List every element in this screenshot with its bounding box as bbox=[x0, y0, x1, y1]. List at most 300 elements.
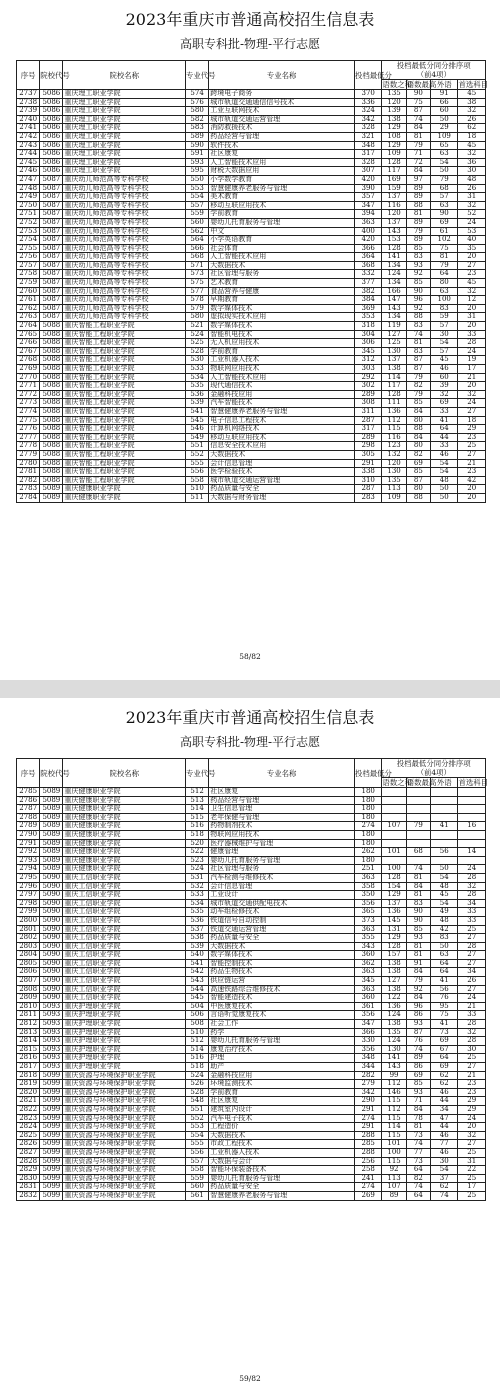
school-name-cell: 重庆护理职业学院 bbox=[63, 1037, 186, 1046]
school-name-cell: 重庆健康职业学院 bbox=[63, 485, 186, 494]
school-code-cell: 5099 bbox=[40, 1080, 63, 1089]
foreign-score-cell: 46 bbox=[430, 1088, 457, 1097]
chn-math-max-cell: 81 bbox=[406, 1123, 430, 1132]
foreign-score-cell: 45 bbox=[430, 891, 457, 900]
major-name-cell: 社区康复 bbox=[209, 788, 355, 797]
seq-cell: 2738 bbox=[17, 98, 40, 107]
school-name-cell: 重庆健康职业学院 bbox=[63, 830, 186, 839]
foreign-score-cell: 91 bbox=[430, 90, 457, 99]
chn-math-sum-cell: 117 bbox=[382, 167, 406, 176]
chn-math-max-cell: 79 bbox=[406, 373, 430, 382]
seq-cell: 2788 bbox=[17, 813, 40, 822]
table-row bbox=[17, 873, 486, 882]
first-elective-score-cell: 52 bbox=[458, 210, 486, 219]
seq-cell: 2760 bbox=[17, 287, 40, 296]
table-row bbox=[17, 848, 486, 857]
school-code-cell: 5090 bbox=[40, 891, 63, 900]
min-score-cell: 307 bbox=[354, 167, 381, 176]
school-code-cell: 5093 bbox=[40, 1011, 63, 1020]
school-code-cell: 5089 bbox=[40, 796, 63, 805]
major-code-cell: 524 bbox=[185, 330, 208, 339]
first-elective-score-cell: 21 bbox=[458, 1071, 486, 1080]
chn-math-max-cell: 74 bbox=[406, 865, 430, 874]
first-elective-score-cell: 33 bbox=[458, 1011, 486, 1020]
page-number: 59/82 bbox=[239, 1374, 261, 1383]
school-code-cell: 5086 bbox=[40, 167, 63, 176]
major-code-cell: 516 bbox=[185, 1054, 208, 1063]
major-code-cell: 540 bbox=[185, 951, 208, 960]
chn-math-max-cell: 75 bbox=[406, 98, 430, 107]
chn-math-max-cell: 89 bbox=[406, 218, 430, 227]
seq-cell: 2773 bbox=[17, 399, 40, 408]
chn-math-max-cell: 69 bbox=[406, 1071, 430, 1080]
chn-math-sum-cell: 125 bbox=[382, 339, 406, 348]
header-seq: 序号 bbox=[17, 759, 40, 788]
min-score-cell: 373 bbox=[354, 916, 381, 925]
min-score-cell: 345 bbox=[354, 347, 381, 356]
seq-cell: 2742 bbox=[17, 132, 40, 141]
major-code-cell: 555 bbox=[185, 1140, 208, 1149]
school-name-cell: 重庆工信职业学院 bbox=[63, 951, 186, 960]
school-code-cell: 5090 bbox=[40, 977, 63, 986]
chn-math-max-cell: 81 bbox=[406, 132, 430, 141]
school-code-cell: 5090 bbox=[40, 916, 63, 925]
chn-math-sum-cell: 135 bbox=[382, 476, 406, 485]
min-score-cell: 363 bbox=[354, 968, 381, 977]
major-name-cell: 老年保健与管理 bbox=[209, 813, 355, 822]
major-name-cell: 数字媒体技术 bbox=[209, 951, 355, 960]
school-code-cell: 5089 bbox=[40, 830, 63, 839]
major-name-cell: 社区管理与服务 bbox=[209, 865, 355, 874]
seq-cell: 2749 bbox=[17, 193, 40, 202]
foreign-score-cell: 54 bbox=[430, 873, 457, 882]
major-name-cell: 工业机器人技术 bbox=[209, 1148, 355, 1157]
chn-math-sum-cell: 138 bbox=[382, 959, 406, 968]
chn-math-max-cell: 87 bbox=[406, 107, 430, 116]
seq-cell: 2819 bbox=[17, 1080, 40, 1089]
header-major-code: 专业代号 bbox=[185, 759, 208, 788]
major-code-cell: 553 bbox=[185, 1123, 208, 1132]
foreign-score-cell: 41 bbox=[430, 822, 457, 831]
foreign-score-cell: 56 bbox=[430, 848, 457, 857]
school-name-cell: 重庆幼儿师范高等专科学校 bbox=[63, 287, 186, 296]
foreign-score-cell: 50 bbox=[430, 115, 457, 124]
chn-math-sum-cell: 137 bbox=[382, 218, 406, 227]
min-score-cell: 394 bbox=[354, 210, 381, 219]
major-name-cell: 财税大数据应用 bbox=[209, 167, 355, 176]
chn-math-sum-cell: 101 bbox=[382, 848, 406, 857]
school-code-cell: 5090 bbox=[40, 873, 63, 882]
first-elective-score-cell: 33 bbox=[458, 916, 486, 925]
major-code-cell: 548 bbox=[185, 1097, 208, 1106]
min-score-cell: 363 bbox=[354, 218, 381, 227]
first-elective-score-cell bbox=[458, 788, 486, 797]
seq-cell: 2740 bbox=[17, 115, 40, 124]
first-elective-score-cell: 27 bbox=[458, 1063, 486, 1072]
school-name-cell: 重庆工信职业学院 bbox=[63, 908, 186, 917]
chn-math-sum-cell: 139 bbox=[382, 107, 406, 116]
chn-math-sum-cell: 101 bbox=[382, 1140, 406, 1149]
school-name-cell: 重庆智能工程职业学院 bbox=[63, 407, 186, 416]
major-name-cell: 供应链运营 bbox=[209, 977, 355, 986]
major-name-cell: 智能机电技术 bbox=[209, 330, 355, 339]
school-name-cell: 重庆工信职业学院 bbox=[63, 968, 186, 977]
major-name-cell: 物联网应用技术 bbox=[209, 830, 355, 839]
major-name-cell: 汽车电子技术 bbox=[209, 1114, 355, 1123]
seq-cell: 2820 bbox=[17, 1088, 40, 1097]
school-code-cell: 5089 bbox=[40, 839, 63, 848]
foreign-score-cell: 102 bbox=[430, 236, 457, 245]
major-name-cell: 大数据技术 bbox=[209, 1131, 355, 1140]
school-code-cell: 5086 bbox=[40, 90, 63, 99]
foreign-score-cell: 47 bbox=[430, 1114, 457, 1123]
first-elective-score-cell: 17 bbox=[458, 365, 486, 374]
min-score-cell: 369 bbox=[354, 304, 381, 313]
chn-math-sum-cell: 129 bbox=[382, 124, 406, 133]
seq-cell: 2827 bbox=[17, 1148, 40, 1157]
chn-math-max-cell: 81 bbox=[406, 210, 430, 219]
major-name-cell: 汽车智能技术 bbox=[209, 399, 355, 408]
foreign-score-cell: 46 bbox=[430, 365, 457, 374]
major-code-cell: 514 bbox=[185, 1045, 208, 1054]
chn-math-max-cell: 74 bbox=[406, 115, 430, 124]
major-code-cell: 576 bbox=[185, 98, 208, 107]
school-code-cell: 5089 bbox=[40, 805, 63, 814]
foreign-score-cell: 60 bbox=[430, 107, 457, 116]
major-name-cell: 会计信息管理 bbox=[209, 882, 355, 891]
school-code-cell: 5087 bbox=[40, 287, 63, 296]
chn-math-max-cell: 84 bbox=[406, 407, 430, 416]
major-code-cell: 512 bbox=[185, 788, 208, 797]
chn-math-sum-cell: 124 bbox=[382, 1037, 406, 1046]
school-name-cell: 重庆工信职业学院 bbox=[63, 882, 186, 891]
seq-cell: 2759 bbox=[17, 279, 40, 288]
min-score-cell: 370 bbox=[354, 90, 381, 99]
header-school: 院校名称 bbox=[63, 759, 186, 788]
school-name-cell: 重庆幼儿师范高等专科学校 bbox=[63, 218, 186, 227]
min-score-cell: 324 bbox=[354, 107, 381, 116]
school-name-cell: 重庆健康职业学院 bbox=[63, 805, 186, 814]
table-row bbox=[17, 977, 486, 986]
min-score-cell: 180 bbox=[354, 788, 381, 797]
min-score-cell: 279 bbox=[354, 1080, 381, 1089]
foreign-score-cell: 50 bbox=[430, 485, 457, 494]
first-elective-score-cell: 31 bbox=[458, 193, 486, 202]
seq-cell: 2821 bbox=[17, 1097, 40, 1106]
chn-math-sum-cell: 115 bbox=[382, 1097, 406, 1106]
school-code-cell: 5089 bbox=[40, 788, 63, 797]
table-row bbox=[17, 1080, 486, 1089]
chn-math-sum-cell: 108 bbox=[382, 132, 406, 141]
chn-math-sum-cell: 129 bbox=[382, 934, 406, 943]
first-elective-score-cell: 45 bbox=[458, 90, 486, 99]
min-score-cell: 357 bbox=[354, 193, 381, 202]
school-code-cell: 5088 bbox=[40, 416, 63, 425]
seq-cell: 2793 bbox=[17, 856, 40, 865]
foreign-score-cell: 63 bbox=[430, 201, 457, 210]
school-code-cell: 5087 bbox=[40, 227, 63, 236]
major-name-cell: 美术教育 bbox=[209, 193, 355, 202]
chn-math-sum-cell: 111 bbox=[382, 399, 406, 408]
first-elective-score-cell: 23 bbox=[458, 433, 486, 442]
major-code-cell: 534 bbox=[185, 899, 208, 908]
seq-cell: 2756 bbox=[17, 253, 40, 262]
major-name-cell: 智能控制技术 bbox=[209, 959, 355, 968]
major-code-cell: 531 bbox=[185, 873, 208, 882]
first-elective-score-cell: 26 bbox=[458, 977, 486, 986]
chn-math-sum-cell: 157 bbox=[382, 951, 406, 960]
seq-cell: 2800 bbox=[17, 916, 40, 925]
chn-math-sum-cell: 116 bbox=[382, 201, 406, 210]
seq-cell: 2817 bbox=[17, 1063, 40, 1072]
major-code-cell: 575 bbox=[185, 279, 208, 288]
min-score-cell: 345 bbox=[354, 977, 381, 986]
seq-cell: 2808 bbox=[17, 985, 40, 994]
school-code-cell: 5090 bbox=[40, 959, 63, 968]
major-code-cell: 577 bbox=[185, 287, 208, 296]
major-code-cell: 544 bbox=[185, 985, 208, 994]
first-elective-score-cell: 27 bbox=[458, 1140, 486, 1149]
chn-math-sum-cell: 132 bbox=[382, 450, 406, 459]
first-elective-score-cell: 32 bbox=[458, 882, 486, 891]
first-elective-score-cell: 27 bbox=[458, 407, 486, 416]
min-score-cell: 312 bbox=[354, 356, 381, 365]
foreign-score-cell: 46 bbox=[430, 1148, 457, 1157]
min-score-cell: 360 bbox=[354, 951, 381, 960]
first-elective-score-cell: 24 bbox=[458, 347, 486, 356]
school-code-cell: 5087 bbox=[40, 201, 63, 210]
table-row bbox=[17, 322, 486, 331]
first-elective-score-cell: 26 bbox=[458, 184, 486, 193]
table-row bbox=[17, 407, 486, 416]
major-name-cell: 数字媒体技术 bbox=[209, 322, 355, 331]
major-name-cell: 大数据技术 bbox=[209, 942, 355, 951]
foreign-score-cell: 39 bbox=[430, 382, 457, 391]
min-score-cell: 362 bbox=[354, 959, 381, 968]
major-name-cell: 药品质量与安全 bbox=[209, 934, 355, 943]
major-name-cell: 跨境电子商务 bbox=[209, 90, 355, 99]
major-code-cell: 511 bbox=[185, 493, 208, 502]
first-elective-score-cell bbox=[458, 805, 486, 814]
major-code-cell: 515 bbox=[185, 813, 208, 822]
foreign-score-cell: 50 bbox=[430, 167, 457, 176]
seq-cell: 2748 bbox=[17, 184, 40, 193]
major-name-cell: 城市轨道交通供配电技术 bbox=[209, 899, 355, 908]
foreign-score-cell: 68 bbox=[430, 184, 457, 193]
chn-math-sum-cell: 145 bbox=[382, 916, 406, 925]
major-code-cell: 533 bbox=[185, 891, 208, 900]
school-name-cell: 重庆理工职业学院 bbox=[63, 90, 186, 99]
chn-math-sum-cell: 137 bbox=[382, 899, 406, 908]
chn-math-sum-cell: 115 bbox=[382, 1114, 406, 1123]
seq-cell: 2782 bbox=[17, 476, 40, 485]
chn-math-sum-cell: 131 bbox=[382, 925, 406, 934]
foreign-score-cell: 62 bbox=[430, 1183, 457, 1192]
min-score-cell: 390 bbox=[354, 184, 381, 193]
major-code-cell: 520 bbox=[185, 839, 208, 848]
school-code-cell: 5087 bbox=[40, 210, 63, 219]
school-name-cell: 重庆护理职业学院 bbox=[63, 1002, 186, 1011]
first-elective-score-cell: 45 bbox=[458, 141, 486, 150]
school-code-cell: 5088 bbox=[40, 365, 63, 374]
min-score-cell: 353 bbox=[354, 313, 381, 322]
min-score-cell: 356 bbox=[354, 1045, 381, 1054]
min-score-cell: 342 bbox=[354, 1088, 381, 1097]
chn-math-sum-cell: 129 bbox=[382, 891, 406, 900]
school-name-cell: 重庆资源与环境保护职业学院 bbox=[63, 1148, 186, 1157]
first-elective-score-cell: 24 bbox=[458, 399, 486, 408]
school-name-cell: 重庆幼儿师范高等专科学校 bbox=[63, 244, 186, 253]
major-name-cell: 信息安全技术应用 bbox=[209, 442, 355, 451]
first-elective-score-cell: 32 bbox=[458, 150, 486, 159]
seq-cell: 2769 bbox=[17, 365, 40, 374]
chn-math-sum-cell: 120 bbox=[382, 459, 406, 468]
chn-math-max-cell: 81 bbox=[406, 942, 430, 951]
chn-math-max-cell: 89 bbox=[406, 1054, 430, 1063]
chn-math-max-cell: 68 bbox=[406, 848, 430, 857]
admission-table bbox=[16, 60, 489, 503]
foreign-score-cell: 65 bbox=[430, 141, 457, 150]
chn-math-sum-cell: 119 bbox=[382, 322, 406, 331]
chn-math-max-cell: 79 bbox=[406, 141, 430, 150]
major-code-cell: 528 bbox=[185, 347, 208, 356]
first-elective-score-cell: 20 bbox=[458, 493, 486, 502]
chn-math-max-cell: 71 bbox=[406, 150, 430, 159]
school-name-cell: 重庆理工职业学院 bbox=[63, 115, 186, 124]
foreign-score-cell: 80 bbox=[430, 279, 457, 288]
school-code-cell: 5087 bbox=[40, 218, 63, 227]
seq-cell: 2787 bbox=[17, 805, 40, 814]
min-score-cell: 180 bbox=[354, 839, 381, 848]
first-elective-score-cell: 25 bbox=[458, 1191, 486, 1200]
major-code-cell: 583 bbox=[185, 124, 208, 133]
major-code-cell: 546 bbox=[185, 425, 208, 434]
chn-math-max-cell: 84 bbox=[406, 433, 430, 442]
major-code-cell: 590 bbox=[185, 141, 208, 150]
major-code-cell: 526 bbox=[185, 1080, 208, 1089]
first-elective-score-cell: 25 bbox=[458, 1148, 486, 1157]
major-code-cell: 573 bbox=[185, 270, 208, 279]
chn-math-max-cell: 90 bbox=[406, 90, 430, 99]
chn-math-max-cell: 69 bbox=[406, 459, 430, 468]
school-name-cell: 重庆理工职业学院 bbox=[63, 107, 186, 116]
school-name-cell: 重庆工信职业学院 bbox=[63, 942, 186, 951]
seq-cell: 2789 bbox=[17, 822, 40, 831]
seq-cell: 2757 bbox=[17, 261, 40, 270]
first-elective-score-cell: 27 bbox=[458, 985, 486, 994]
major-name-cell: 消防救援技术 bbox=[209, 124, 355, 133]
first-elective-score-cell bbox=[458, 796, 486, 805]
chn-math-sum-cell: 114 bbox=[382, 1123, 406, 1132]
school-name-cell: 重庆健康职业学院 bbox=[63, 796, 186, 805]
major-name-cell: 早期教育 bbox=[209, 296, 355, 305]
school-code-cell: 5088 bbox=[40, 382, 63, 391]
chn-math-max-cell: 85 bbox=[406, 279, 430, 288]
major-name-cell: 婴幼儿托育服务与管理 bbox=[209, 856, 355, 865]
school-name-cell: 重庆护理职业学院 bbox=[63, 1063, 186, 1072]
seq-cell: 2783 bbox=[17, 485, 40, 494]
major-name-cell: 移动互联应用技术 bbox=[209, 201, 355, 210]
min-score-cell: 251 bbox=[354, 865, 381, 874]
school-code-cell: 5089 bbox=[40, 813, 63, 822]
header-code: 院校代号 bbox=[40, 61, 63, 90]
foreign-score-cell bbox=[430, 796, 457, 805]
seq-cell: 2804 bbox=[17, 951, 40, 960]
major-name-cell: 金融科技应用 bbox=[209, 390, 355, 399]
foreign-score-cell: 66 bbox=[430, 98, 457, 107]
seq-cell: 2794 bbox=[17, 865, 40, 874]
school-code-cell: 5087 bbox=[40, 244, 63, 253]
school-name-cell: 重庆幼儿师范高等专科学校 bbox=[63, 261, 186, 270]
seq-cell: 2826 bbox=[17, 1140, 40, 1149]
table-row bbox=[17, 1166, 486, 1175]
major-code-cell: 524 bbox=[185, 865, 208, 874]
first-elective-score-cell: 24 bbox=[458, 865, 486, 874]
major-name-cell: 工业机器人技术 bbox=[209, 356, 355, 365]
foreign-score-cell: 73 bbox=[430, 1028, 457, 1037]
first-elective-score-cell: 32 bbox=[458, 201, 486, 210]
school-name-cell: 重庆智能工程职业学院 bbox=[63, 390, 186, 399]
major-code-cell: 554 bbox=[185, 1131, 208, 1140]
major-code-cell: 550 bbox=[185, 175, 208, 184]
table-body bbox=[17, 788, 486, 1201]
major-code-cell: 557 bbox=[185, 201, 208, 210]
min-score-cell: 274 bbox=[354, 822, 381, 831]
major-code-cell: 582 bbox=[185, 115, 208, 124]
page-title: 2023年重庆市普通高校招生信息表 bbox=[125, 708, 375, 727]
school-name-cell: 重庆资源与环境保护职业学院 bbox=[63, 1183, 186, 1192]
school-code-cell: 5087 bbox=[40, 304, 63, 313]
foreign-score-cell: 63 bbox=[430, 150, 457, 159]
foreign-score-cell: 54 bbox=[430, 158, 457, 167]
school-name-cell: 重庆理工职业学院 bbox=[63, 141, 186, 150]
min-score-cell: 256 bbox=[354, 1157, 381, 1166]
table-row bbox=[17, 382, 486, 391]
chn-math-max-cell: 96 bbox=[406, 1002, 430, 1011]
first-elective-score-cell: 29 bbox=[458, 425, 486, 434]
school-name-cell: 重庆理工职业学院 bbox=[63, 150, 186, 159]
min-score-cell: 356 bbox=[354, 899, 381, 908]
major-name-cell: 药品经营与管理 bbox=[209, 796, 355, 805]
chn-math-sum-cell: 137 bbox=[382, 356, 406, 365]
min-score-cell: 302 bbox=[354, 382, 381, 391]
school-code-cell: 5088 bbox=[40, 356, 63, 365]
chn-math-max-cell: 71 bbox=[406, 1097, 430, 1106]
school-code-cell: 5088 bbox=[40, 347, 63, 356]
chn-math-sum-cell: 112 bbox=[382, 1105, 406, 1114]
school-code-cell: 5089 bbox=[40, 865, 63, 874]
school-name-cell: 重庆工信职业学院 bbox=[63, 977, 186, 986]
chn-math-max-cell: 88 bbox=[406, 493, 430, 502]
chn-math-sum-cell: 122 bbox=[382, 994, 406, 1003]
min-score-cell: 344 bbox=[354, 1063, 381, 1072]
chn-math-max-cell: 93 bbox=[406, 934, 430, 943]
major-code-cell: 558 bbox=[185, 1166, 208, 1175]
min-score-cell: 317 bbox=[354, 150, 381, 159]
chn-math-max-cell: 87 bbox=[406, 1028, 430, 1037]
first-elective-score-cell: 31 bbox=[458, 313, 486, 322]
min-score-cell: 330 bbox=[354, 1037, 381, 1046]
school-code-cell: 5087 bbox=[40, 253, 63, 262]
school-code-cell: 5099 bbox=[40, 1140, 63, 1149]
school-code-cell: 5088 bbox=[40, 442, 63, 451]
first-elective-score-cell: 27 bbox=[458, 261, 486, 270]
min-score-cell: 282 bbox=[354, 1071, 381, 1080]
major-name-cell: 婴幼儿托育服务与管理 bbox=[209, 1037, 355, 1046]
foreign-score-cell: 45 bbox=[430, 356, 457, 365]
seq-cell: 2745 bbox=[17, 158, 40, 167]
seq-cell: 2752 bbox=[17, 218, 40, 227]
